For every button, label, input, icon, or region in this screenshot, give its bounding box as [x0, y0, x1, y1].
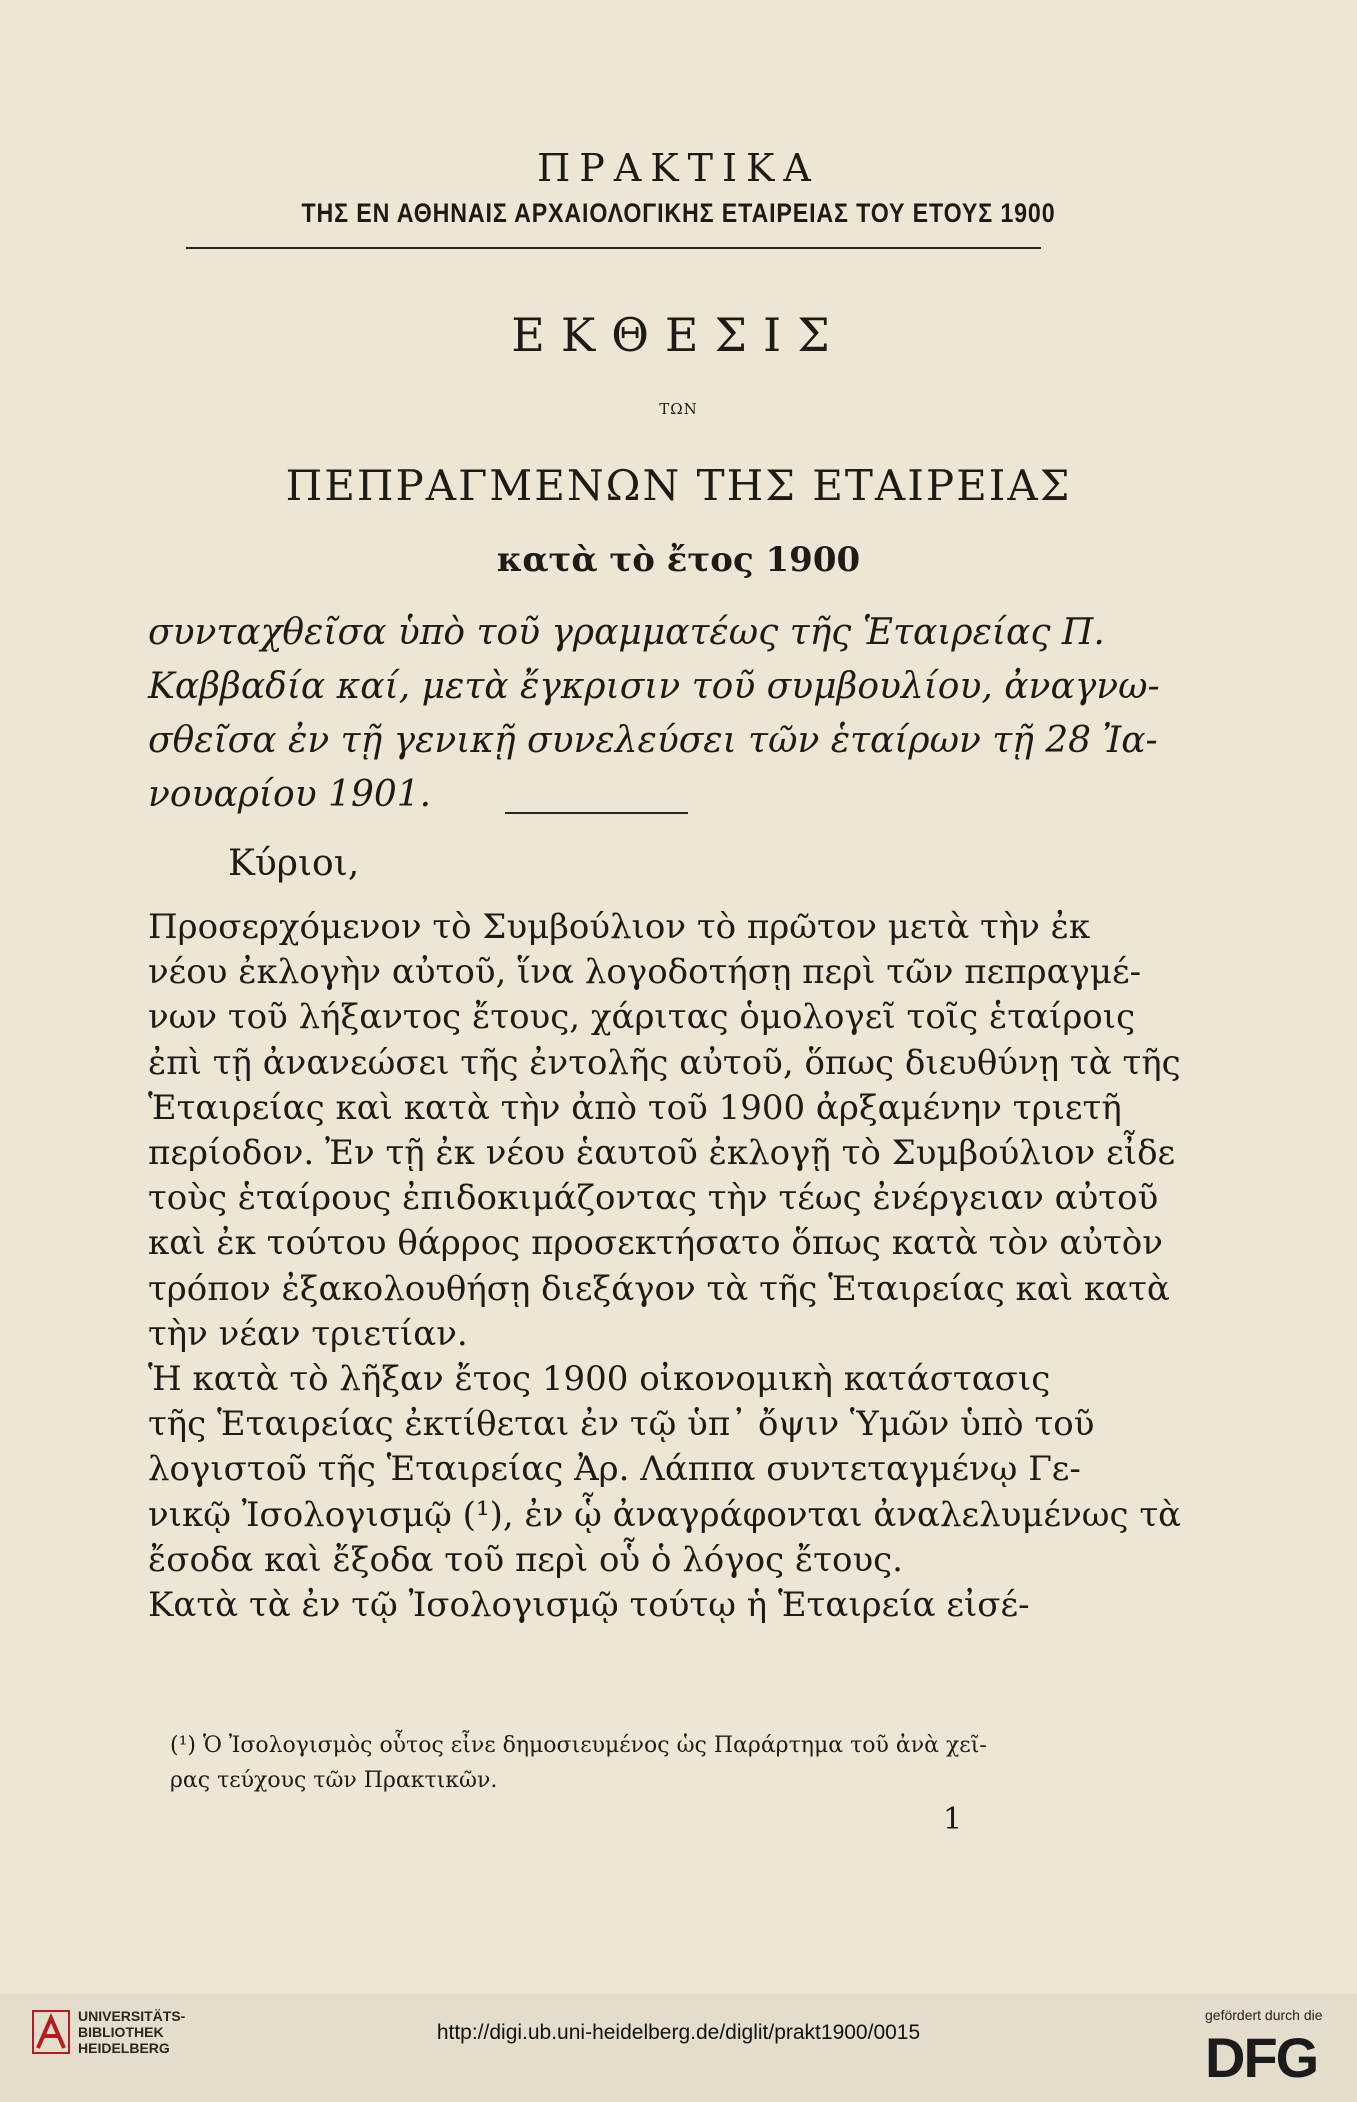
- body-line: τρόπον ἐξακολουθήσῃ διεξάγον τὰ τῆς Ἑταιρείας καὶ κατὰ: [148, 1268, 1170, 1309]
- header-rule: [186, 247, 1041, 249]
- body-line: νικῷ Ἰσολογισμῷ (¹), ἐν ᾧ ἀναγράφονται ἀναλελυμένως τὰ: [148, 1494, 1182, 1535]
- salutation: Κύριοι,: [228, 843, 360, 884]
- intro-paragraph: [148, 606, 1160, 822]
- journal-subtitle: ΤΗΣ ΕΝ ΑΘΗΝΑΙΣ ΑΡΧΑΙΟΛΟΓΙΚΗΣ ΕΤΑΙΡΕΙΑΣ ΤΟΥ ΕΤΟΥΣ 1900: [301, 198, 1056, 228]
- body-line: ἔσοδα καὶ ἔξοδα τοῦ περὶ οὗ ὁ λόγος ἔτους.: [148, 1539, 903, 1580]
- footnote: [170, 1728, 987, 1798]
- source-url-link[interactable]: http://digi.ub.uni-heidelberg.de/diglit/prakt1900/0015: [436, 2021, 921, 2044]
- intro-line: Καββαδία καί, μετὰ ἔγκρισιν τοῦ συμβουλίου, ἀναγνω-: [148, 666, 1160, 707]
- sponsor-text: gefördert durch die: [1205, 2007, 1323, 2023]
- journal-title: ΠΡΑΚΤΙΚΑ: [537, 146, 820, 190]
- body-line: νέου ἐκλογὴν αὐτοῦ, ἵνα λογοδοτήσῃ περὶ τῶν πεπραγμέ-: [148, 952, 1142, 993]
- report-year: κατὰ τὸ ἔτος 1900: [496, 540, 861, 580]
- body-line: τὴν νέαν τριετίαν.: [148, 1313, 468, 1354]
- report-title: ΕΚΘΕΣΙΣ: [511, 308, 846, 362]
- body-line: νων τοῦ λήξαντος ἔτους, χάριτας ὁμολογεῖ τοῖς ἑταίροις: [148, 997, 1136, 1038]
- body-line: λογιστοῦ τῆς Ἑταιρείας Ἀρ. Λάππα συντεταγμένῳ Γε-: [148, 1449, 1081, 1490]
- body-line: τῆς Ἑταιρείας ἐκτίθεται ἐν τῷ ὑπ᾽ ὄψιν Ὑμῶν ὑπὸ τοῦ: [148, 1404, 1095, 1445]
- body-line: ἐπὶ τῇ ἀνανεώσει τῆς ἐντολῆς αὐτοῦ, ὅπως διευθύνῃ τὰ τῆς: [148, 1042, 1181, 1083]
- library-line: UNIVERSITÄTS-: [78, 2008, 186, 2024]
- report-title-pepragmenon: ΠΕΠΡΑΓΜΕΝΩΝ ΤΗΣ ΕΤΑΙΡΕΙΑΣ: [285, 461, 1072, 510]
- body-line: τοὺς ἑταίρους ἐπιδοκιμάζοντας τὴν τέως ἐνέργειαν αὐτοῦ: [148, 1178, 1159, 1219]
- footer-bar: [0, 1994, 1357, 2102]
- body-paragraphs: [148, 905, 1181, 1628]
- footnote-line: (¹) Ὁ Ἰσολογισμὸς οὗτος εἶνε δημοσιευμένος ὡς Παράρτημα τοῦ ἀνὰ χεῖ-: [170, 1733, 987, 1758]
- body-line: Ἑταιρείας καὶ κατὰ τὴν ἀπὸ τοῦ 1900 ἀρξαμένην τριετῆ: [148, 1087, 1122, 1128]
- intro-line: σθεῖσα ἐν τῇ γενικῇ συνελεύσει τῶν ἑταίρων τῇ 28 Ἰα-: [148, 720, 1158, 761]
- library-line: HEIDELBERG: [78, 2040, 170, 2056]
- intro-line: συνταχθεῖσα ὑπὸ τοῦ γραμματέως τῆς Ἑταιρείας Π.: [148, 612, 1105, 653]
- body-line: περίοδον. Ἐν τῇ ἐκ νέου ἑαυτοῦ ἐκλογῇ τὸ Συμβούλιον εἶδε: [148, 1133, 1176, 1174]
- intro-line: νουαρίου 1901.: [148, 774, 432, 815]
- dfg-logo: DFG: [1205, 2026, 1318, 2089]
- body-line: Προσερχόμενον τὸ Συμβούλιον τὸ πρῶτον μετὰ τὴν ἐκ: [148, 907, 1091, 947]
- report-title-ton: ΤΩΝ: [659, 400, 698, 418]
- library-line: BIBLIOTHEK: [78, 2024, 164, 2040]
- section-divider: [505, 812, 688, 814]
- body-line: καὶ ἐκ τούτου θάρρος προσεκτήσατο ὅπως κατὰ τὸν αὐτὸν: [148, 1223, 1163, 1264]
- body-line: Κατὰ τὰ ἐν τῷ Ἰσολογισμῷ τούτῳ ἡ Ἑταιρεία εἰσέ-: [148, 1585, 1030, 1626]
- body-line: Ἡ κατὰ τὸ λῆξαν ἔτος 1900 οἰκονομικὴ κατάστασις: [148, 1359, 1051, 1400]
- page-number: 1: [943, 1802, 963, 1837]
- footnote-line: ρας τεύχους τῶν Πρακτικῶν.: [170, 1768, 498, 1793]
